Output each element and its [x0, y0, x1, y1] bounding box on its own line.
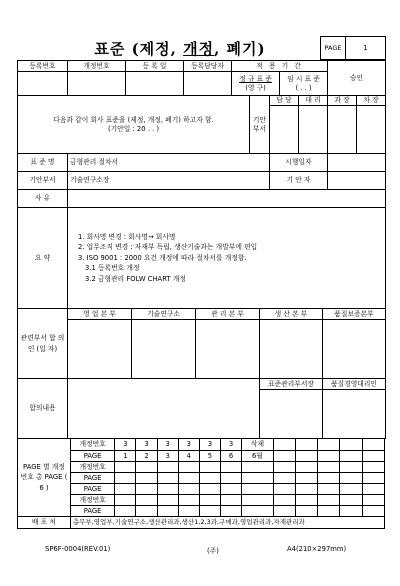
summary-line: 2. 업무조직 변경 : 자재부 독립, 생산기술과는 개발부에 편입	[78, 243, 258, 252]
summary-line: 3. ISO 9001 : 2000 요건 개정에 따라 절차서를 개정함.	[78, 253, 247, 262]
page-cell[interactable]	[199, 484, 220, 495]
rev-cell[interactable]	[340, 439, 362, 451]
role-header-manager: 과 장	[328, 96, 357, 106]
enforce-date-value[interactable]	[328, 154, 386, 172]
page-label: PAGE	[321, 37, 346, 59]
rev-row-label: 개정번호	[70, 439, 114, 451]
reg-person-value[interactable]	[184, 72, 232, 96]
reason-value[interactable]	[68, 190, 386, 208]
page-cell[interactable]: 2	[136, 451, 157, 462]
rev-row-label: 개정번호	[70, 495, 114, 506]
reg-date-header: 등 록 일	[126, 61, 184, 72]
page-cell[interactable]	[273, 506, 295, 517]
page-cell[interactable]	[199, 473, 220, 484]
sign-director[interactable]	[357, 106, 386, 154]
role-header-staff: 담 당	[270, 96, 299, 106]
dept-value[interactable]: 기술연구소장	[68, 172, 270, 190]
rev-cell[interactable]	[318, 439, 340, 451]
page-cell[interactable]	[136, 506, 157, 517]
sign-deputy[interactable]	[299, 106, 328, 154]
rev-cell[interactable]	[362, 495, 384, 506]
rev-cell[interactable]	[157, 495, 178, 506]
rev-cell[interactable]	[340, 495, 362, 506]
page-cell[interactable]	[136, 473, 157, 484]
content-table	[17, 153, 386, 309]
page-cell[interactable]	[340, 484, 362, 495]
rev-cell[interactable]	[362, 462, 384, 473]
page-cell[interactable]	[318, 484, 340, 495]
regular-standard-cell: 정 규 표 준 (영 구)	[232, 72, 280, 96]
page-row-label: PAGE	[70, 451, 114, 462]
rev-no-header: 개정번호	[68, 61, 126, 72]
page-cell[interactable]	[273, 484, 295, 495]
page-row-label: PAGE	[70, 484, 114, 495]
page-cell[interactable]	[115, 506, 136, 517]
page-cell[interactable]	[340, 506, 362, 517]
rev-cell[interactable]	[318, 495, 340, 506]
signer-sign-quality[interactable]	[323, 390, 386, 439]
page-cell[interactable]	[296, 451, 318, 462]
std-name-label: 표 준 명	[18, 154, 68, 172]
page-cell[interactable]	[115, 484, 136, 495]
rev-cell[interactable]: 3	[220, 439, 241, 451]
page-cell[interactable]: 1	[115, 451, 136, 462]
company-mark: (주)	[207, 547, 219, 555]
rev-cell[interactable]	[242, 462, 274, 473]
apply-period-header: 적 용 기 간	[232, 61, 328, 72]
consult-sign-admin[interactable]	[196, 320, 260, 379]
summary-line: 3.2 금형관리 FOLW CHART 개정	[85, 274, 186, 283]
page-cell[interactable]	[362, 484, 384, 495]
page-row-label: PAGE	[70, 473, 114, 484]
rev-cell[interactable]	[273, 439, 295, 451]
approve-cell: 승인	[328, 61, 386, 96]
page-cell[interactable]	[318, 473, 340, 484]
drafter-value[interactable]	[328, 172, 386, 190]
page-row-label: PAGE	[70, 506, 114, 517]
consult-content-value[interactable]	[68, 379, 260, 439]
page-cell[interactable]	[362, 451, 384, 462]
sign-staff[interactable]	[270, 106, 299, 154]
summary-label: 요 약	[18, 208, 68, 309]
page-cell[interactable]	[296, 484, 318, 495]
page-cell[interactable]	[242, 506, 274, 517]
rev-cell[interactable]	[178, 495, 199, 506]
dept-header-rnd: 기술연구소	[132, 309, 196, 320]
drafter-label: 기 안 자	[270, 172, 328, 190]
approval-table	[17, 95, 386, 154]
rev-cell[interactable]	[220, 462, 241, 473]
reg-no-header: 등록번호	[18, 61, 68, 72]
page-cell[interactable]	[318, 506, 340, 517]
rev-row-label: 개정번호	[70, 462, 114, 473]
rev-cell[interactable]	[296, 495, 318, 506]
dept-header-admin: 관 리 본 부	[196, 309, 260, 320]
reg-person-header: 등록담당자	[184, 61, 232, 72]
page-number-box	[320, 36, 386, 60]
page-cell[interactable]: 5	[199, 451, 220, 462]
page-cell[interactable]	[318, 451, 340, 462]
dept-header-quality: 품질보증본부	[323, 309, 386, 320]
consult-content-label: 합의내용	[18, 379, 68, 439]
temp-standard-cell: 임 시 표 준 ( . . )	[280, 72, 328, 96]
reg-no-value[interactable]	[18, 72, 68, 96]
rev-cell[interactable]	[296, 462, 318, 473]
rev-cell[interactable]	[157, 462, 178, 473]
page-cell[interactable]	[220, 506, 241, 517]
enforce-date-label: 시행일자	[270, 154, 328, 172]
registration-table	[17, 60, 386, 96]
signer-header-quality: 품질경영대리인	[323, 379, 386, 390]
rev-cell[interactable]	[199, 495, 220, 506]
page-cell[interactable]: 3	[157, 451, 178, 462]
page-cell[interactable]	[340, 451, 362, 462]
rev-no-value[interactable]	[68, 72, 126, 96]
page-cell[interactable]	[273, 473, 295, 484]
rev-cell[interactable]	[136, 462, 157, 473]
distribution-value[interactable]: 총무부,영업부,기술연구소,생산관리과,생산1,2,3과,구매과,영업관리과,자재관리과	[70, 517, 384, 529]
rev-cell[interactable]: 3	[136, 439, 157, 451]
rev-cell[interactable]	[136, 495, 157, 506]
page-cell[interactable]	[115, 473, 136, 484]
rev-cell[interactable]	[220, 495, 241, 506]
rev-cell[interactable]: 3	[115, 439, 136, 451]
revision-label: PAGE 별 개정번호 총 PAGE ( 6 )	[18, 439, 71, 517]
form-code: SP6F-0004(REV.01)	[45, 545, 111, 553]
reg-date-value[interactable]	[126, 72, 184, 96]
rev-cell[interactable]	[242, 495, 274, 506]
consult-sign-sales[interactable]	[68, 320, 132, 379]
page-cell[interactable]	[136, 484, 157, 495]
signer-header-std: 표준관리부서장	[260, 379, 323, 390]
rev-cell[interactable]	[178, 462, 199, 473]
title-amend-word: 개정	[183, 40, 215, 58]
summary-content[interactable]	[68, 208, 386, 309]
rev-cell[interactable]: 3	[157, 439, 178, 451]
notice-cell: 다음과 같이 회사 표준을 (제정, 개정, 폐기) 하고자 함. (기안일 : 20 . . )	[18, 96, 250, 154]
page-cell[interactable]	[157, 473, 178, 484]
consult-sign-production[interactable]	[260, 320, 323, 379]
delete-value[interactable]: 6월	[242, 451, 274, 462]
consult-sign-quality[interactable]	[323, 320, 386, 379]
std-name-value[interactable]: 금형관리 절차서	[68, 154, 270, 172]
page-cell[interactable]	[242, 473, 274, 484]
summary-line: 1. 회사명 변경 : 회사명→ 회사명	[78, 232, 176, 241]
dept-label: 기안부서	[18, 172, 68, 190]
page-cell[interactable]	[199, 506, 220, 517]
rev-cell[interactable]	[273, 495, 295, 506]
page-cell[interactable]	[178, 473, 199, 484]
rev-cell[interactable]	[362, 439, 384, 451]
page-cell[interactable]	[296, 506, 318, 517]
consult-table	[17, 308, 386, 439]
page-cell[interactable]: 6	[220, 451, 241, 462]
rev-cell[interactable]: 3	[178, 439, 199, 451]
rev-cell[interactable]	[273, 462, 295, 473]
rev-cell[interactable]	[115, 462, 136, 473]
page-cell[interactable]	[273, 451, 295, 462]
rev-cell[interactable]	[318, 462, 340, 473]
delete-label: 삭제	[242, 439, 274, 451]
paper-size: A4(210×297mm)	[287, 545, 347, 553]
page-cell[interactable]	[362, 473, 384, 484]
reason-label: 사 유	[18, 190, 68, 208]
rev-cell[interactable]	[199, 462, 220, 473]
page-cell[interactable]	[178, 484, 199, 495]
page-cell[interactable]	[178, 506, 199, 517]
rev-cell[interactable]: 3	[199, 439, 220, 451]
dept-header-sales: 영 업 본 부	[68, 309, 132, 320]
page-cell[interactable]: 4	[178, 451, 199, 462]
role-header-deputy: 대 리	[299, 96, 328, 106]
consult-label: 관련부서 합 의 인 (일 자)	[18, 309, 68, 379]
sign-manager[interactable]	[328, 106, 357, 154]
page-cell[interactable]	[362, 506, 384, 517]
dept-header-production: 생 산 본 부	[260, 309, 323, 320]
consult-sign-rnd[interactable]	[132, 320, 196, 379]
document-title: 표준 (제정, 개정, 폐기)	[94, 40, 266, 58]
rev-cell[interactable]	[340, 462, 362, 473]
role-header-director: 차 장	[357, 96, 386, 106]
page-cell[interactable]	[157, 506, 178, 517]
page-cell[interactable]	[340, 473, 362, 484]
page-cell[interactable]	[157, 484, 178, 495]
signer-sign-std[interactable]	[260, 390, 323, 439]
page-cell[interactable]	[220, 473, 241, 484]
page-cell[interactable]	[220, 484, 241, 495]
revision-table	[17, 438, 385, 529]
rev-cell[interactable]	[115, 495, 136, 506]
page-value: 1	[363, 44, 368, 52]
rev-cell[interactable]	[296, 439, 318, 451]
distribution-label: 배 포 처	[18, 517, 71, 529]
summary-line: 3.1 등록번호 개정	[85, 264, 140, 273]
page-cell[interactable]	[296, 473, 318, 484]
page-cell[interactable]	[242, 484, 274, 495]
draft-label: 기안부서	[250, 96, 270, 154]
